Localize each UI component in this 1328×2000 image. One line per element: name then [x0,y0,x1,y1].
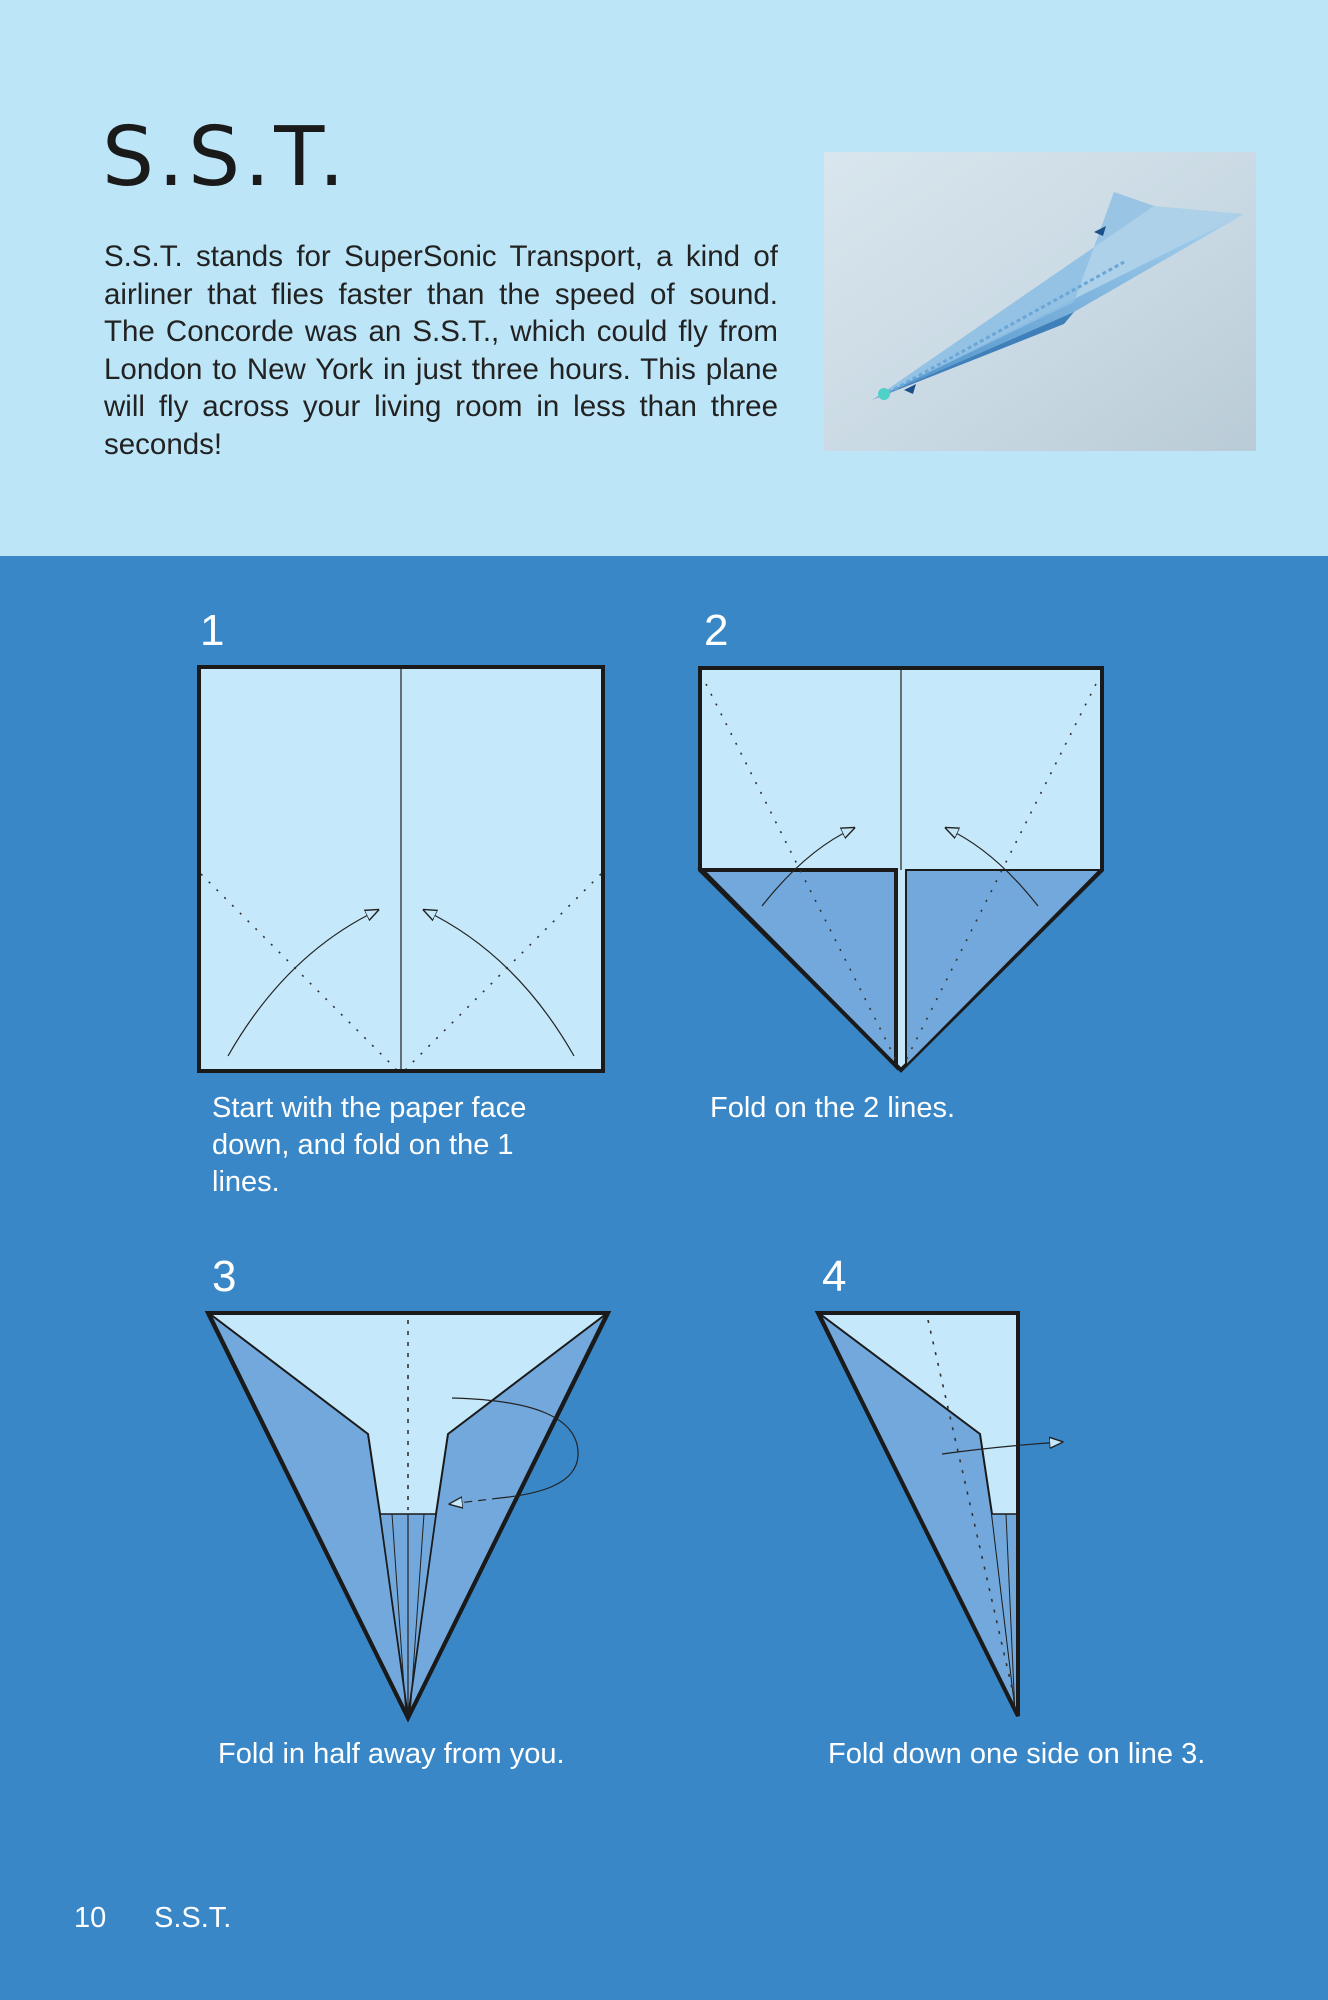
footer-section-title: S.S.T. [154,1902,232,1934]
header-section [0,0,1328,556]
paper-plane-photo [824,152,1256,451]
step-4-number: 4 [822,1252,847,1301]
step-1-caption: Start with the paper face down, and fold on the 1 lines. [212,1092,527,1198]
intro-paragraph: S.S.T. stands for SuperSonic Transport, a kind of airliner that flies faster than the speed of sound. The Concorde was an S.S.T., which could fly from London to New York in just three hours. This plane will fly across your living room in less than three seconds! [104,240,778,461]
step-2-caption: Fold on the 2 lines. [710,1092,956,1124]
step-1-number: 1 [200,606,225,655]
step-4-caption: Fold down one side on line 3. [828,1738,1206,1770]
page-number: 10 [74,1902,107,1934]
step-3-caption: Fold in half away from you. [218,1738,565,1770]
page-title: S.S.T. [102,110,349,205]
step-2-diagram [696,664,1108,1076]
step-1-diagram [196,664,608,1076]
step-2-number: 2 [704,606,729,655]
step-3-number: 3 [212,1252,237,1301]
step-4-diagram [810,1306,1070,1730]
step-3-diagram [200,1306,616,1730]
